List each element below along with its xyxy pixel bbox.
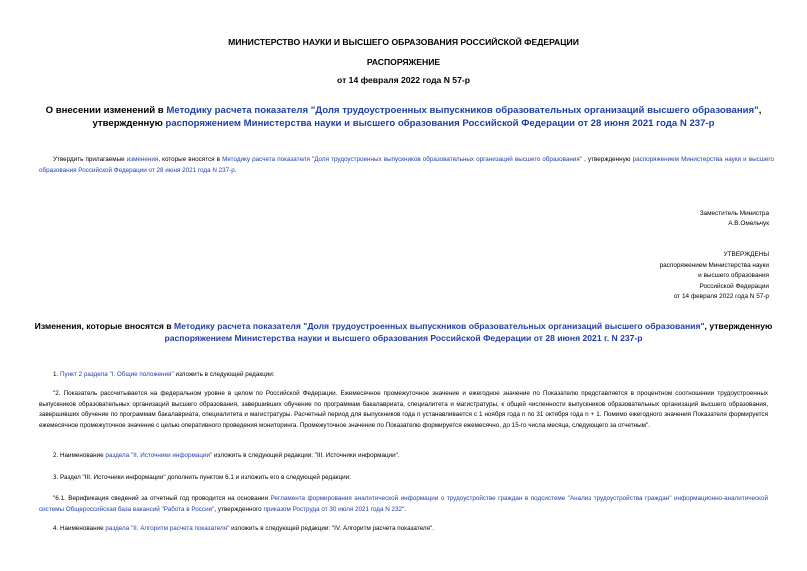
approve-text-1: Утвердить прилагаемые (53, 156, 127, 163)
order-type-heading: РАСПОРЯЖЕНИЕ (366, 57, 441, 67)
changes-title-middle: , утвержденную (704, 321, 773, 331)
rostrud-order-link[interactable]: приказом Роструда от 30 июля 2021 года N 232 (263, 505, 403, 513)
item-3-content-1: "6.1. Верификация сведений за отчетный год проводится на основании (53, 495, 271, 502)
section-1-link[interactable]: Пункт 2 раздела "I. Общие положения" (60, 371, 174, 378)
item-2-text-1: 2. Наименование (53, 452, 106, 459)
approved-line-1: УТВЕРЖДЕНЫ (723, 251, 769, 258)
item-2-text-2: изложить в следующей редакции: "III. Источники информации". (212, 452, 400, 459)
section-2-link[interactable]: раздела "II. Источники информации" (105, 452, 213, 459)
order-237-link-3[interactable]: распоряжением Министерства науки и высшего образования Российской Федерации от 28 июня 2021 г. N 237-р (164, 333, 643, 343)
approve-text-4: . (234, 166, 237, 174)
approved-line-2: распоряжением Министерства науки (659, 261, 769, 269)
title-middle: , утвержденную (92, 105, 762, 129)
approve-text-2: , которые вносятся в (158, 156, 223, 163)
change-item-1 (39, 370, 768, 381)
signatory-name: А.В.Омельчук (728, 220, 769, 227)
order-237-link[interactable]: распоряжением Министерства науки и высшего образования Российской Федерации от 28 июня 2021 года N 237-р (165, 118, 715, 129)
item-1-text: изложить в следующей редакции: (173, 371, 275, 378)
order-237-link-2[interactable]: распоряжением Министерства науки и высшего образования Российской Федерации от 28 июня 2021 года N 237-р (39, 156, 774, 174)
signatory-position: Заместитель Министра (699, 210, 769, 217)
approve-text-3: , утвержденную (582, 156, 633, 163)
changes-title-prefix: Изменения, которые вносятся в (34, 321, 174, 331)
change-item-2 (39, 451, 768, 462)
title-prefix: О внесении изменений в (45, 105, 167, 116)
approved-block (540, 250, 769, 303)
document-title (32, 104, 775, 130)
regulation-link[interactable]: Регламента формирования аналитической информации о трудоустройстве граждан в подсистеме "Анализ трудоустройства граждан" информационно-аналитической системы Общероссийская база вакансий "Работа в России" (39, 495, 768, 513)
approved-line-3: и высшего образования (698, 272, 769, 279)
section-algorithm-link[interactable]: раздела "II. Алгоритм расчета показателя" (105, 525, 230, 532)
methodology-link[interactable]: Методику расчета показателя "Доля трудоустроенных выпускников образовательных организаций высшего образования" (166, 105, 759, 116)
approved-line-4: Российской Федерации (699, 282, 769, 290)
change-item-4 (39, 524, 768, 535)
ministry-heading: МИНИСТЕРСТВО НАУКИ И ВЫСШЕГО ОБРАЗОВАНИЯ РОССИЙСКОЙ ФЕДЕРАЦИИ (228, 37, 579, 47)
changes-title (32, 320, 775, 344)
signature-block (540, 209, 769, 229)
methodology-link-3[interactable]: Методику расчета показателя "Доля трудоустроенных выпускников образовательных организаций высшего образования" (173, 321, 705, 331)
changes-link[interactable]: изменения (126, 156, 159, 163)
item-1-number: 1. (53, 371, 61, 378)
approved-line-5: от 14 февраля 2022 года N 57-р (673, 293, 769, 300)
methodology-link-2[interactable]: Методику расчета показателя "Доля трудоустроенных выпускников образовательных организаций высшего образования" (222, 156, 582, 163)
change-item-3: 3. Раздел "III. Источники информации" дополнить пунктом 6.1 и изложить его в следующей редакции: (53, 474, 351, 481)
order-date-heading: от 14 февраля 2022 года N 57-р (337, 75, 470, 85)
item-4-text-1: 4. Наименование (53, 525, 106, 532)
item-3-content-3: ". (402, 505, 407, 513)
change-item-1-content: "2. Показатель рассчитывается на федеральном уровне в целом по Российской Федерации. Ежемесячное промежуточное значение и ежегодное значение по Показателю представляется в процентном соотношении трудоустроенных выпускников образовательных организаций высшего образования, завершивших обучение по программам бакалавриата, специалитета и магистратуры, к общей численности выпускников образовательных организаций высшего образования, завершивших обучение по программам бакалавриата, специалитета и магистратуры. Расчетный период для выпускников года n устанавливается с 1 ноября года n по 31 октября года n + 1. Помимо ежегодного значения Показателя формируется ежемесячное промежуточное значение с целью оперативного проведения мониторинга. Промежуточное значение по Показателю формируется ежемесячно, до 15-го числа месяца, следующего за отчетным". (39, 390, 768, 429)
item-4-text-2: изложить в следующей редакции: "IV. Алгоритм расчета показателя". (229, 525, 434, 532)
item-3-content-2: , утвержденного (214, 505, 264, 513)
approve-paragraph (39, 155, 774, 176)
change-item-3-content (39, 494, 768, 515)
